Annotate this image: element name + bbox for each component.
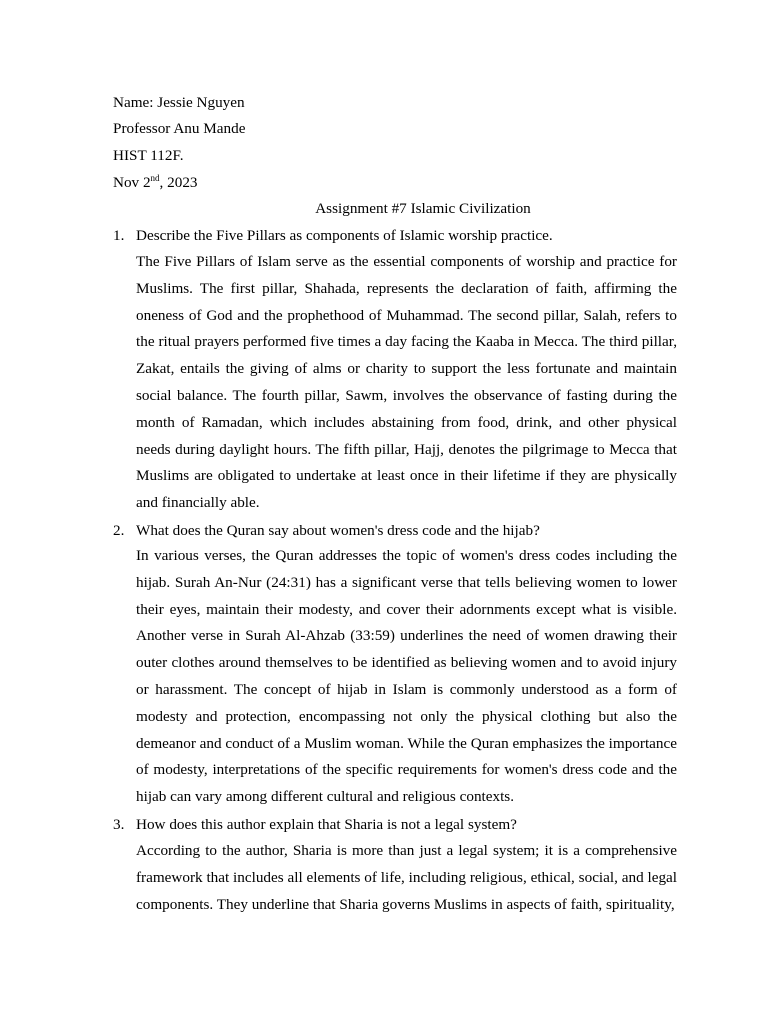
question-number: 3.	[113, 816, 125, 833]
question-number: 2.	[113, 522, 125, 539]
question-number: 1.	[113, 227, 125, 244]
professor-name: Professor Anu Mande	[113, 120, 246, 137]
question-text: How does this author explain that Sharia is not a legal system?	[136, 816, 517, 833]
answer-paragraph: In various verses, the Quran addresses the topic of women's dress codes including the hijab. Surah An-Nur (24:31) has a significant verse that tells believing women to lower their eyes, maintain their modesty, and cover their adornments except what is visible. Another verse in Surah Al-Ahzab (33:59) underlines the need of women drawing their outer clothes around themselves to be identified as believing women and to avoid injury or harassment. The concept of hijab in Islam is commonly understood as a form of modesty and protection, encompassing not only the physical clothing but also the demeanor and conduct of a Muslim woman. While the Quran emphasizes the importance of modesty, interpretations of the specific requirements for women's dress code and the hijab can vary among different cultural and religious contexts.	[136, 547, 677, 806]
assignment-title: Assignment #7 Islamic Civilization	[315, 200, 531, 217]
date-suffix: , 2023	[159, 174, 198, 191]
answer-paragraph: According to the author, Sharia is more than just a legal system; it is a comprehensive framework that includes all elements of life, including religious, ethical, social, and legal components. They underline that Sharia governs Muslims in aspects of faith, spirituality,	[136, 842, 677, 913]
date-prefix: Nov 2	[113, 174, 151, 191]
student-name: Name: Jessie Nguyen	[113, 94, 245, 111]
answer-paragraph: The Five Pillars of Islam serve as the essential components of worship and practice for Muslims. The first pillar, Shahada, represents the declaration of faith, affirming the oneness of God and the prophethood of Muhammad. The second pillar, Salah, refers to the ritual prayers performed five times a day facing the Kaaba in Mecca. The third pillar, Zakat, entails the giving of alms or charity to support the less fortunate and maintain social balance. The fourth pillar, Sawm, involves the observance of fasting during the month of Ramadan, which includes abstaining from food, drink, and other physical needs during daylight hours. The fifth pillar, Hajj, denotes the pilgrimage to Mecca that Muslims are obligated to undertake at least once in their lifetime if they are physically and financially able.	[136, 253, 677, 512]
course-code: HIST 112F.	[113, 147, 184, 164]
question-text: What does the Quran say about women's dress code and the hijab?	[136, 522, 540, 539]
date-ordinal: nd	[150, 173, 160, 183]
question-text: Describe the Five Pillars as components of Islamic worship practice.	[136, 227, 553, 244]
date-line	[113, 173, 198, 193]
